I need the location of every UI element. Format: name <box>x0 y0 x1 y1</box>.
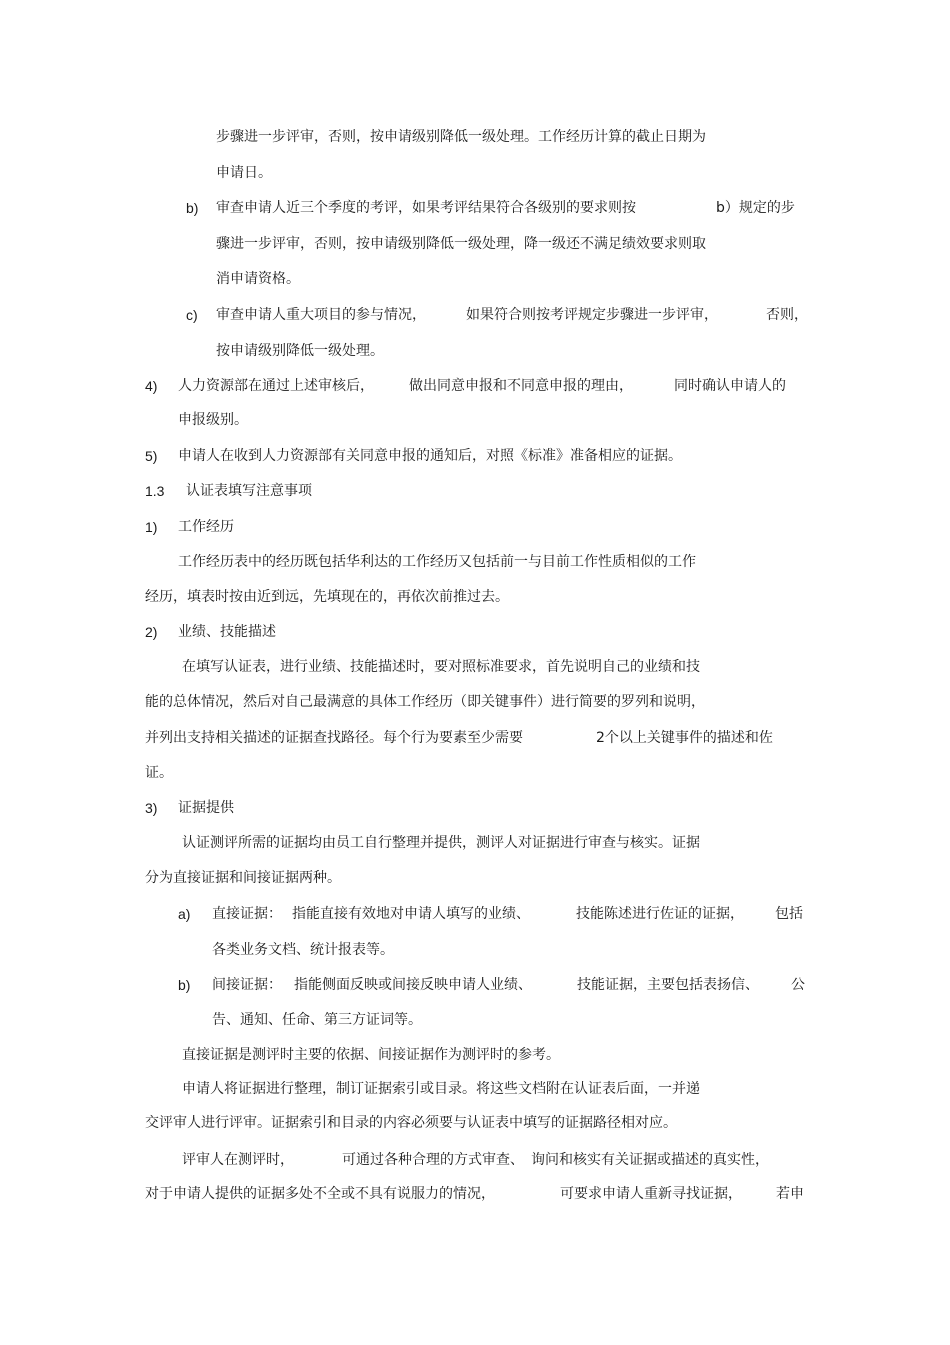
line-text: 业绩、技能描述 <box>178 624 276 640</box>
line-text: 经历，填表时按由近到远，先填现在的，再依次前推过去。 <box>145 589 509 605</box>
line-text: 申请人在收到人力资源部有关同意申报的通知后，对照《标准》准备相应的证据。 <box>178 448 682 464</box>
line-text: 可通过各种合理的方式审查、 <box>342 1152 524 1168</box>
text-line <box>0 1184 950 1220</box>
line-text: 可要求申请人重新寻找证据， <box>560 1186 742 1202</box>
line-text: 审查申请人重大项目的参与情况， <box>216 307 426 323</box>
section-heading <box>0 481 950 517</box>
line-text: 证据提供 <box>178 800 234 816</box>
text-line <box>0 1045 950 1081</box>
line-text: 公 <box>791 977 805 993</box>
line-text: 间接证据： <box>212 977 282 993</box>
line-text: 能的总体情况，然后对自己最满意的具体工作经历（即关键事件）进行简要的罗列和说明， <box>145 694 705 710</box>
line-text: 人力资源部在通过上述审核后， <box>178 378 374 394</box>
line-text: 同时确认申请人的 <box>674 378 786 394</box>
line-text: 消申请资格。 <box>216 271 300 287</box>
line-text: 如果符合则按考评规定步骤进一步评审， <box>466 307 718 323</box>
list-item <box>0 975 950 1011</box>
text-line <box>0 587 950 623</box>
line-text: 指能侧面反映或间接反映申请人业绩、 <box>294 977 532 993</box>
list-marker: 2) <box>145 624 158 640</box>
text-line <box>0 341 950 377</box>
list-item <box>0 305 950 341</box>
text-line <box>0 728 950 764</box>
line-text: b）规定的步 <box>716 200 795 216</box>
line-text: 否则， <box>766 307 808 323</box>
text-line <box>0 1113 950 1149</box>
list-item <box>0 622 950 658</box>
line-text: 若申 <box>776 1186 804 1202</box>
text-line <box>0 868 950 904</box>
list-item <box>0 446 950 482</box>
line-text: 并列出支持相关描述的证据查找路径。每个行为要素至少需要 <box>145 730 523 746</box>
list-marker: b) <box>178 977 191 993</box>
text-line <box>0 127 950 163</box>
line-text: 骤进一步评审，否则，按申请级别降低一级处理，降一级还不满足绩效要求则取 <box>216 236 706 252</box>
line-text: 步骤进一步评审，否则，按申请级别降低一级处理。工作经历计算的截止日期为 <box>216 129 706 145</box>
list-item <box>0 904 950 940</box>
line-text: 询问和核实有关证据或描述的真实性， <box>531 1152 769 1168</box>
text-line <box>0 657 950 693</box>
line-text: 指能直接有效地对申请人填写的业绩、 <box>292 906 530 922</box>
list-marker: c) <box>186 307 198 323</box>
line-text: 证。 <box>145 765 173 781</box>
text-line <box>0 163 950 199</box>
line-text: 2个以上关键事件的描述和佐 <box>596 730 773 746</box>
line-text: 申请人将证据进行整理，制订证据索引或目录。将这些文档附在认证表后面，一并递 <box>182 1081 700 1097</box>
line-text: 申报级别。 <box>178 412 248 428</box>
line-text: 直接证据是测评时主要的依据、间接证据作为测评时的参考。 <box>182 1047 560 1063</box>
line-text: 认证测评所需的证据均由员工自行整理并提供，测评人对证据进行审查与核实。证据 <box>182 835 700 851</box>
text-line <box>0 1150 950 1186</box>
line-text: 工作经历表中的经历既包括华利达的工作经历又包括前一与目前工作性质相似的工作 <box>178 554 696 570</box>
text-line <box>0 833 950 869</box>
line-text: 直接证据： <box>212 906 282 922</box>
text-line <box>0 940 950 976</box>
line-text: 评审人在测评时， <box>182 1152 294 1168</box>
text-line <box>0 1010 950 1046</box>
line-text: 做出同意申报和不同意申报的理由， <box>409 378 633 394</box>
list-item <box>0 798 950 834</box>
text-line <box>0 234 950 270</box>
text-line <box>0 269 950 305</box>
text-line <box>0 763 950 799</box>
section-number: 1.3 <box>145 483 165 499</box>
line-text: 分为直接证据和间接证据两种。 <box>145 870 341 886</box>
line-text: 申请日。 <box>216 165 272 181</box>
list-marker: a) <box>178 906 191 922</box>
list-marker: 1) <box>145 519 158 535</box>
line-text: 技能证据，主要包括表扬信、 <box>577 977 759 993</box>
line-text: 按申请级别降低一级处理。 <box>216 343 384 359</box>
text-line <box>0 410 950 446</box>
list-marker: b) <box>186 200 199 216</box>
line-text: 技能陈述进行佐证的证据， <box>576 906 744 922</box>
list-item <box>0 376 950 412</box>
line-text: 对于申请人提供的证据多处不全或不具有说服力的情况， <box>145 1186 495 1202</box>
list-marker: 3) <box>145 800 158 816</box>
line-text: 包括 <box>775 906 803 922</box>
list-marker: 4) <box>145 378 158 394</box>
line-text: 告、通知、任命、第三方证词等。 <box>212 1012 422 1028</box>
line-text: 各类业务文档、统计报表等。 <box>212 942 394 958</box>
list-item <box>0 517 950 553</box>
line-text: 在填写认证表，进行业绩、技能描述时，要对照标准要求，首先说明自己的业绩和技 <box>182 659 700 675</box>
section-title: 认证表填写注意事项 <box>186 483 312 499</box>
line-text: 工作经历 <box>178 519 234 535</box>
line-text: 审查申请人近三个季度的考评，如果考评结果符合各级别的要求则按 <box>216 200 636 216</box>
text-line <box>0 692 950 728</box>
text-line <box>0 1079 950 1115</box>
text-line <box>0 552 950 588</box>
list-item <box>0 198 950 234</box>
list-marker: 5) <box>145 448 158 464</box>
line-text: 交评审人进行评审。证据索引和目录的内容必须要与认证表中填写的证据路径相对应。 <box>145 1115 677 1131</box>
